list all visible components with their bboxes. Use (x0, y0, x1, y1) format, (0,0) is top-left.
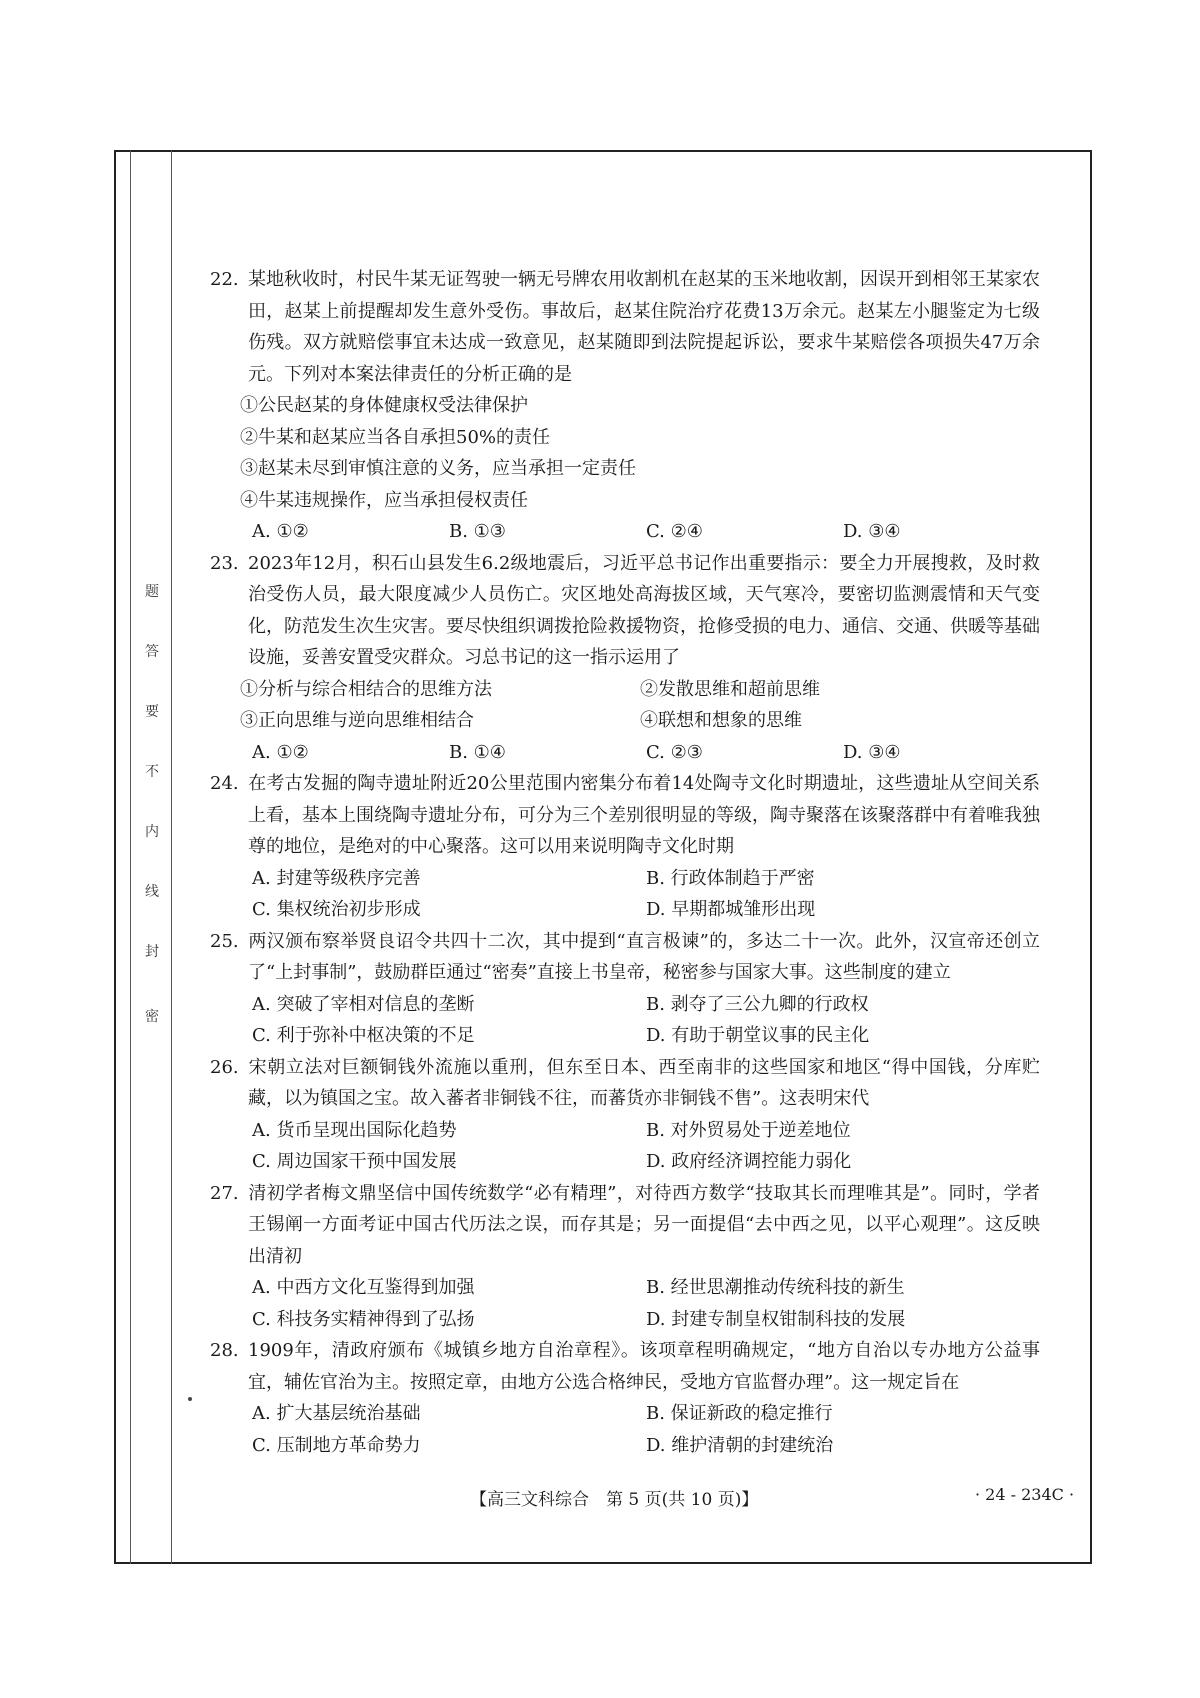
option-a: A. 突破了宰相对信息的垄断 (252, 993, 475, 1015)
question-number: 24. (210, 773, 239, 794)
question-26 (210, 1052, 1040, 1178)
option-b: B. ①③ (449, 521, 506, 542)
option-b: B. 经世思潮推动传统科技的新生 (646, 1277, 905, 1298)
statement: ③赵某未尽到审慎注意的义务，应当承担一定责任 (240, 458, 636, 479)
stray-mark (188, 1397, 192, 1401)
page-footer: 【高三文科综合 第 5 页(共 10 页)】 (470, 1490, 759, 1510)
question-number: 26. (210, 1056, 239, 1078)
question-text: 某地秋收时，村民牛某无证驾驶一辆无号牌农用收割机在赵某的玉米地收割，因误开到相邻王某家农田，赵某上前提醒却发生意外受伤。事故后，赵某住院治疗花费13万余元。赵某左小腿鉴定为七级伤残。双方就赔偿事宜未达成一致意见，赵某随即到法院提起诉讼，要求牛某赔偿各项损失47万余元。下列对本案法律责任的分析正确的是 (248, 269, 1040, 385)
seal-char: 不 (145, 764, 159, 780)
seal-char: 要 (145, 704, 159, 720)
option-a: A. ①② (252, 521, 309, 542)
paper-code: · 24 - 234C · (975, 1485, 1075, 1504)
option-d: D. 维护清朝的封建统治 (646, 1434, 834, 1456)
option-c: C. 利于弥补中枢决策的不足 (252, 1025, 475, 1046)
question-stem (210, 1178, 1040, 1273)
seal-line-column (130, 150, 172, 1564)
option-c: C. 压制地方革命势力 (252, 1434, 421, 1456)
question-stem (210, 1052, 1040, 1115)
question-28 (210, 1335, 1040, 1461)
question-number: 22. (210, 269, 239, 290)
option-d: D. ③④ (843, 521, 901, 542)
question-27 (210, 1178, 1040, 1336)
option-a: A. ①② (252, 741, 309, 763)
question-text: 两汉颁布察举贤良诏令共四十二次，其中提到“直言极谏”的，多达二十一次。此外，汉宣帝还创立了“上封事制”，鼓励群臣通过“密奏”直接上书皇帝，秘密参与国家大事。这些制度的建立 (248, 930, 1040, 983)
option-d: D. ③④ (843, 741, 901, 763)
statement: ①公民赵某的身体健康权受法律保护 (240, 395, 528, 416)
question-text: 2023年12月，积石山县发生6.2级地震后，习近平总书记作出重要指示：要全力开展搜救，及时救治受伤人员，最大限度减少人员伤亡。灾区地处高海拔区域，天气寒冷，要密切监测震情和天气变化，防范发生次生灾害。要尽快组织调拨抢险救援物资，抢修受损的电力、通信、交通、供暖等基础设施，妥善安置受灾群众。习总书记的这一指示运用了 (248, 552, 1040, 668)
question-text: 在考古发掘的陶寺遗址附近20公里范围内密集分布着14处陶寺文化时期遗址，这些遗址从空间关系上看，基本上围绕陶寺遗址分布，可分为三个差别很明显的等级，陶寺聚落在该聚落群中有着唯我独尊的地位，是绝对的中心聚落。这可以用来说明陶寺文化时期 (248, 773, 1040, 857)
question-24 (210, 768, 1040, 926)
option-b: B. ①④ (449, 741, 506, 763)
question-list (210, 264, 1040, 1461)
statement: ④牛某违规操作，应当承担侵权责任 (240, 489, 528, 511)
statement: ③正向思维与逆向思维相结合 (240, 710, 474, 731)
option-d: D. 有助于朝堂议事的民主化 (646, 1025, 870, 1046)
statement: ④联想和想象的思维 (640, 710, 802, 731)
question-text: 1909年，清政府颁布《城镇乡地方自治章程》。该项章程明确规定，“地方自治以专办地方公益事宜，辅佐官治为主。按照定章，由地方公选合格绅民，受地方官监督办理”。这一规定旨在 (248, 1340, 1040, 1393)
question-number: 25. (210, 930, 239, 952)
statement: ②牛某和赵某应当各自承担50%的责任 (240, 426, 551, 448)
option-a: A. 扩大基层统治基础 (252, 1403, 421, 1424)
question-25 (210, 926, 1040, 1052)
option-a: A. 封建等级秩序完善 (252, 867, 421, 889)
seal-char: 答 (145, 644, 159, 660)
seal-char: 线 (145, 884, 159, 900)
option-c: C. ②④ (646, 521, 703, 542)
option-c: C. 科技务实精神得到了弘扬 (252, 1308, 475, 1330)
option-b: B. 行政体制趋于严密 (646, 867, 815, 889)
question-text: 宋朝立法对巨额铜钱外流施以重刑，但东至日本、西至南非的这些国家和地区“得中国钱，分库贮藏，以为镇国之宝。故入蕃者非铜钱不往，而蕃货亦非铜钱不售”。这表明宋代 (248, 1056, 1040, 1109)
statement: ②发散思维和超前思维 (640, 678, 820, 700)
seal-char: 题 (145, 584, 159, 600)
option-c: C. 集权统治初步形成 (252, 899, 421, 920)
option-d: D. 早期都城雏形出现 (646, 899, 816, 920)
question-23 (210, 548, 1040, 769)
option-b: B. 对外贸易处于逆差地位 (646, 1119, 851, 1141)
option-b: B. 保证新政的稳定推行 (646, 1403, 833, 1424)
option-b: B. 剥夺了三公九卿的行政权 (646, 993, 869, 1015)
seal-char: 密 (145, 1009, 159, 1025)
question-stem (210, 264, 1040, 390)
seal-char: 封 (145, 944, 159, 960)
option-c: C. 周边国家干预中国发展 (252, 1151, 457, 1172)
question-stem (210, 926, 1040, 989)
option-a: A. 货币呈现出国际化趋势 (252, 1119, 457, 1141)
statement: ①分析与综合相结合的思维方法 (240, 678, 492, 700)
option-d: D. 政府经济调控能力弱化 (646, 1151, 852, 1172)
option-d: D. 封建专制皇权钳制科技的发展 (646, 1308, 906, 1330)
question-number: 28. (210, 1340, 239, 1361)
question-number: 27. (210, 1182, 239, 1204)
question-text: 清初学者梅文鼎坚信中国传统数学“必有精理”，对待西方数学“技取其长而理唯其是”。同时，学者王锡阐一方面考证中国古代历法之误，而存其是；另一面提倡“去中西之见，以平心观理”。这反映出清初 (248, 1182, 1040, 1267)
question-stem (210, 1335, 1040, 1398)
option-c: C. ②③ (646, 741, 703, 763)
question-22 (210, 264, 1040, 548)
question-stem (210, 548, 1040, 674)
question-stem (210, 768, 1040, 863)
option-a: A. 中西方文化互鉴得到加强 (252, 1277, 475, 1298)
seal-char: 内 (145, 824, 159, 840)
question-number: 23. (210, 552, 239, 574)
